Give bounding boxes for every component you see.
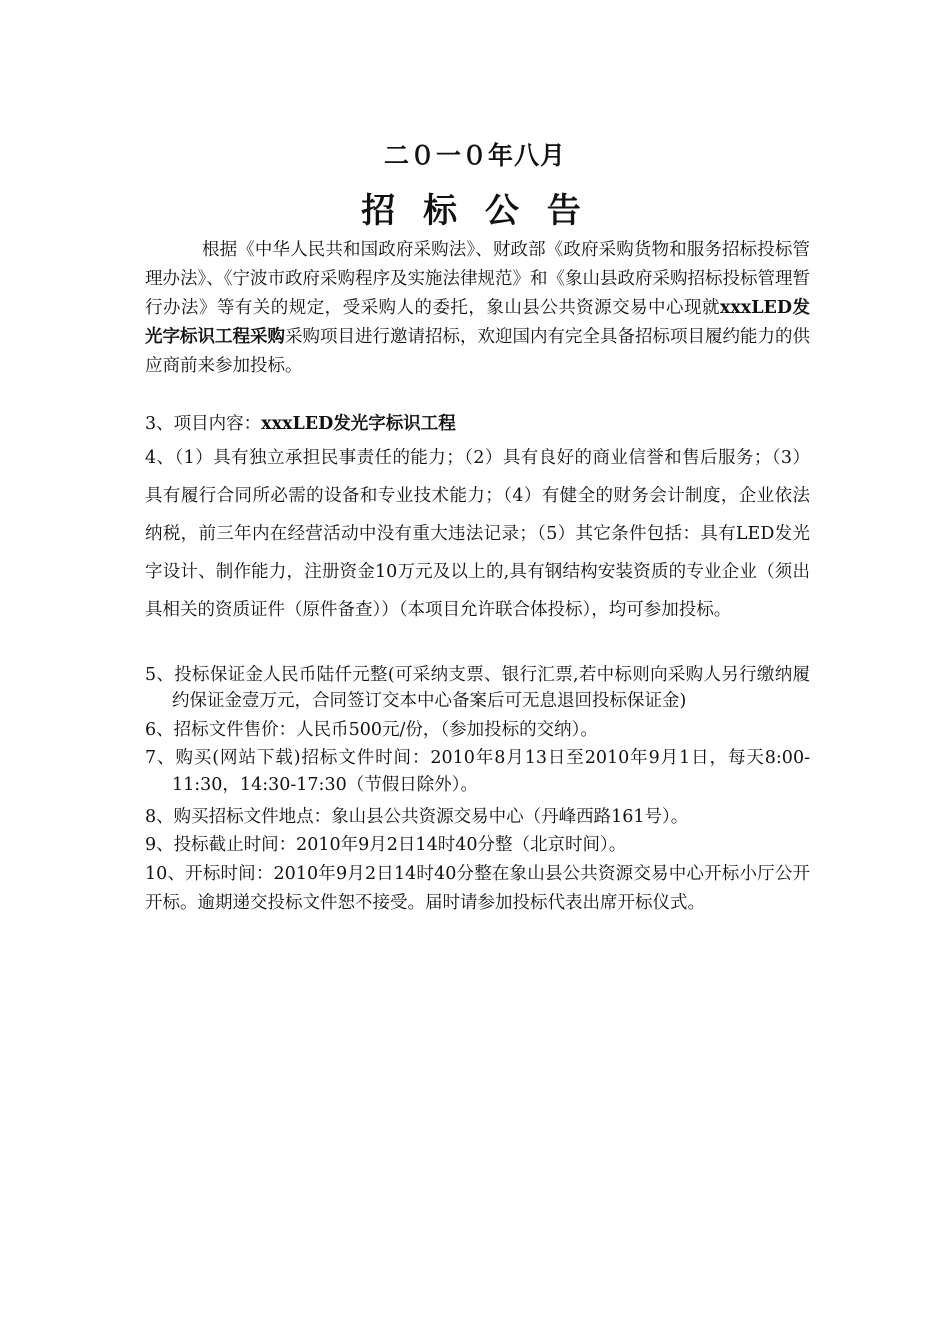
intro-paragraph bbox=[145, 236, 810, 381]
item-bid-deposit: 5、投标保证金人民币陆仟元整(可采纳支票、银行汇票,若中标则向采购人另行缴纳履约保证金壹万元，合同签订交本中心备案后可无息退回投标保证金) bbox=[145, 665, 810, 711]
item-purchase-time: 7、购买(网站下载)招标文件时间：2010年8月13日至2010年9月1日，每天8:00-11:30，14:30-17:30（节假日除外）。 bbox=[145, 748, 810, 795]
item-bidder-qualifications: 4、（1）具有独立承担民事责任的能力；（2）具有良好的商业信誉和售后服务；（3）具有履行合同所必需的设备和专业技术能力；（4）有健全的财务会计制度，企业依法纳税，前三年内在经营活动中没有重大违法记录；（5）其它条件包括：具有LED发光字设计、制作能力，注册资金10万元及以上的,具有钢结构安装资质的专业企业（须出具相关的资质证件（原件备查））（本项目允许联合体投标），均可参加投标。 bbox=[145, 448, 810, 620]
date-heading: 二０一０年八月 bbox=[383, 141, 566, 170]
intro-text-after: 采购项目进行邀请招标，欢迎国内有完全具备招标项目履约能力的供应商前来参加投标。 bbox=[145, 327, 810, 376]
page-title: 招 标 公 告 bbox=[361, 191, 589, 231]
intro-text-before: 根据《中华人民共和国政府采购法》、财政部《政府采购货物和服务招标投标管理办法》、《宁波市政府采购程序及实施法律规范》和《象山县政府采购招标投标管理暂行办法》等有关的规定，受采购人的委托，象山县公共资源交易中心现就 bbox=[145, 240, 810, 318]
project-name: xxxLED发光字标识工程采购 bbox=[145, 298, 810, 347]
item-document-price: 6、招标文件售价：人民币500元/份，（参加投标的交纳）。 bbox=[145, 720, 598, 740]
item-3-label: 3、项目内容： bbox=[145, 414, 262, 434]
item-bid-opening: 10、开标时间：2010年9月2日14时40分整在象山县公共资源交易中心开标小厅公开开标。逾期递交投标文件恕不接受。届时请参加投标代表出席开标仪式。 bbox=[145, 864, 810, 913]
item-bid-deadline: 9、投标截止时间：2010年9月2日14时40分整（北京时间）。 bbox=[145, 835, 627, 855]
item-3-value: xxxLED发光字标识工程 bbox=[261, 414, 456, 434]
item-project-content bbox=[145, 410, 810, 438]
item-purchase-location: 8、购买招标文件地点：象山县公共资源交易中心（丹峰西路161号）。 bbox=[145, 807, 689, 827]
